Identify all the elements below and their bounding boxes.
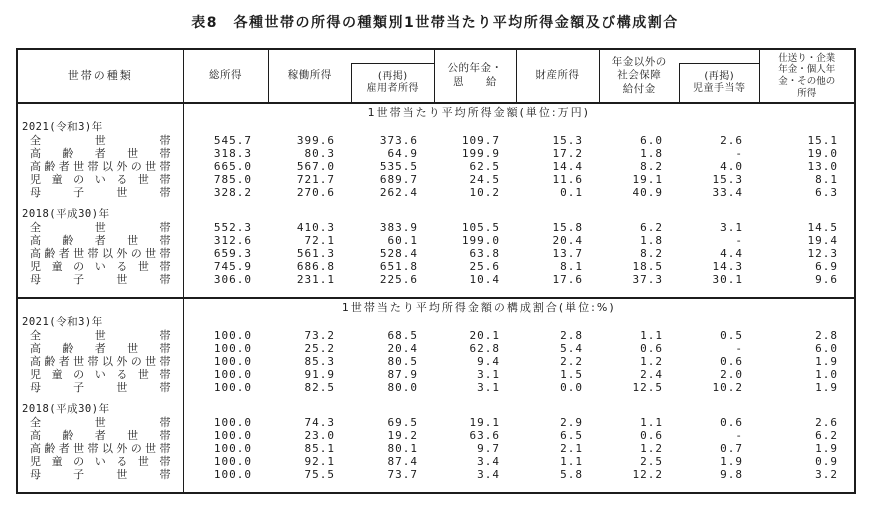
- cell-value: 9.6: [815, 273, 838, 286]
- table-row: [17, 429, 855, 442]
- col-header-work-income-group: [268, 49, 434, 103]
- cell-value: 721.7: [296, 173, 335, 186]
- income-table: [16, 48, 856, 494]
- cell-value: 19.1: [469, 416, 500, 429]
- cell-value: 15.3: [552, 134, 583, 147]
- year-row-filler: [183, 402, 855, 416]
- cell-value: 8.2: [640, 247, 663, 260]
- cell-value: 686.8: [296, 260, 335, 273]
- spacer-row: [17, 199, 855, 207]
- cell-value: 1.1: [640, 329, 663, 342]
- table-row: [17, 468, 855, 481]
- table-row: [17, 442, 855, 455]
- cell-value: 91.9: [304, 368, 335, 381]
- col-header-household-type: 世帯の種類: [17, 49, 183, 103]
- cell-value: 383.9: [379, 221, 418, 234]
- table-row: [17, 234, 855, 247]
- cell-value: 1.2: [640, 442, 663, 455]
- cell-value: 9.7: [477, 442, 500, 455]
- cell-value: 1.1: [560, 455, 583, 468]
- cell-value: 87.4: [387, 455, 418, 468]
- cell-value: 528.4: [379, 247, 418, 260]
- cell-value: 75.5: [304, 468, 335, 481]
- cell-value: 1.8: [640, 147, 663, 160]
- cell-value: 20.1: [469, 329, 500, 342]
- cell-value: 9.4: [477, 355, 500, 368]
- cell-value: 1.2: [640, 355, 663, 368]
- cell-value: 20.4: [387, 342, 418, 355]
- cell-value: 100.0: [213, 329, 252, 342]
- cell-value: 19.1: [632, 173, 663, 186]
- year-label: 2021(令和3)年: [17, 120, 183, 134]
- cell-value: 6.2: [640, 221, 663, 234]
- cell-value: 552.3: [213, 221, 252, 234]
- spacer-cell: [183, 481, 855, 493]
- table-row: [17, 381, 855, 394]
- cell-value: 0.6: [720, 355, 743, 368]
- table-header: [17, 49, 855, 103]
- row-label: 高齢者世帯以外の世帯: [17, 355, 183, 368]
- cell-value: 12.5: [632, 381, 663, 394]
- cell-value: 62.5: [469, 160, 500, 173]
- cell-value: 0.7: [720, 442, 743, 455]
- cell-value: 13.7: [552, 247, 583, 260]
- spacer-cell: [17, 286, 183, 298]
- row-label: 高齢者世帯以外の世帯: [17, 160, 183, 173]
- cell-value: 262.4: [379, 186, 418, 199]
- cell-value: 14.4: [552, 160, 583, 173]
- table-row: [17, 147, 855, 160]
- cell-value: 13.0: [807, 160, 838, 173]
- cell-value: 17.2: [552, 147, 583, 160]
- cell-value: 8.2: [640, 160, 663, 173]
- col-header-other-income: [759, 49, 855, 103]
- cell-value: 3.1: [720, 221, 743, 234]
- row-label: 全世帯: [17, 221, 183, 234]
- cell-value: 312.6: [213, 234, 252, 247]
- table-row: [17, 329, 855, 342]
- cell-value: 10.4: [469, 273, 500, 286]
- cell-value: 15.3: [712, 173, 743, 186]
- table-row: [17, 342, 855, 355]
- cell-value: 6.0: [640, 134, 663, 147]
- cell-value: 689.7: [379, 173, 418, 186]
- cell-value: 19.4: [807, 234, 838, 247]
- other-income-line2: 年金・個人年: [778, 64, 836, 76]
- cell-value: 100.0: [213, 429, 252, 442]
- cell-value: 4.0: [720, 160, 743, 173]
- cell-value: 100.0: [213, 416, 252, 429]
- cell-value: 3.4: [477, 468, 500, 481]
- spacer-cell: [17, 394, 183, 402]
- col-header-total-income: 総所得: [183, 49, 268, 103]
- employee-income-line1: (再掲): [377, 70, 408, 82]
- social-security-line1: 年金以外の: [611, 55, 667, 68]
- cell-value: 2.6: [815, 416, 838, 429]
- cell-value: 74.3: [304, 416, 335, 429]
- cell-value: -: [735, 234, 743, 247]
- cell-value: 105.5: [461, 221, 500, 234]
- cell-value: 20.4: [552, 234, 583, 247]
- cell-value: 87.9: [387, 368, 418, 381]
- cell-value: 1.9: [815, 355, 838, 368]
- cell-value: 0.1: [560, 186, 583, 199]
- cell-value: 100.0: [213, 355, 252, 368]
- col-header-child-allowance: [679, 63, 759, 102]
- cell-value: 399.6: [296, 134, 335, 147]
- spacer-cell: [183, 394, 855, 402]
- child-allowance-line2: 児童手当等: [693, 83, 746, 94]
- row-label: 母子世帯: [17, 186, 183, 199]
- spacer-row: [17, 286, 855, 298]
- public-pension-line1: 公的年金・: [447, 62, 503, 75]
- cell-value: 231.1: [296, 273, 335, 286]
- cell-value: 561.3: [296, 247, 335, 260]
- cell-value: 745.9: [213, 260, 252, 273]
- cell-value: 73.2: [304, 329, 335, 342]
- table-row: [17, 455, 855, 468]
- cell-value: 10.2: [712, 381, 743, 394]
- cell-value: 1.9: [720, 455, 743, 468]
- cell-value: 2.4: [640, 368, 663, 381]
- spacer-row: [17, 394, 855, 402]
- child-allowance-line1: (再掲): [704, 70, 735, 82]
- cell-value: 85.3: [304, 355, 335, 368]
- col-header-public-pension: [434, 49, 516, 103]
- cell-value: 199.0: [461, 234, 500, 247]
- cell-value: 3.1: [477, 368, 500, 381]
- cell-value: 6.0: [815, 342, 838, 355]
- section-band-row: [17, 298, 855, 315]
- cell-value: 8.1: [815, 173, 838, 186]
- cell-value: 410.3: [296, 221, 335, 234]
- cell-value: 19.2: [387, 429, 418, 442]
- year-row: [17, 402, 855, 416]
- col-header-social-security-group: [599, 49, 759, 103]
- table-row: [17, 247, 855, 260]
- cell-value: 80.1: [387, 442, 418, 455]
- table-row: [17, 221, 855, 234]
- cell-value: 9.8: [720, 468, 743, 481]
- row-label: 全世帯: [17, 416, 183, 429]
- cell-value: 10.2: [469, 186, 500, 199]
- cell-value: 14.3: [712, 260, 743, 273]
- cell-value: 72.1: [304, 234, 335, 247]
- cell-value: 2.0: [720, 368, 743, 381]
- cell-value: 5.4: [560, 342, 583, 355]
- cell-value: 63.8: [469, 247, 500, 260]
- cell-value: 567.0: [296, 160, 335, 173]
- cell-value: 4.4: [720, 247, 743, 260]
- cell-value: 40.9: [632, 186, 663, 199]
- cell-value: 0.6: [640, 342, 663, 355]
- other-income-line3: 金・その他の: [778, 76, 836, 87]
- cell-value: 318.3: [213, 147, 252, 160]
- row-label: 高齢者世帯: [17, 147, 183, 160]
- cell-value: 30.1: [712, 273, 743, 286]
- cell-value: 73.7: [387, 468, 418, 481]
- spacer-cell: [183, 286, 855, 298]
- band-left-cell: [17, 103, 183, 120]
- cell-value: 659.3: [213, 247, 252, 260]
- row-label: 全世帯: [17, 329, 183, 342]
- cell-value: 6.9: [815, 260, 838, 273]
- row-label: 全世帯: [17, 134, 183, 147]
- cell-value: 2.5: [640, 455, 663, 468]
- cell-value: 2.8: [560, 329, 583, 342]
- cell-value: 328.2: [213, 186, 252, 199]
- table-body: [17, 103, 855, 493]
- cell-value: 80.5: [387, 355, 418, 368]
- cell-value: 23.0: [304, 429, 335, 442]
- cell-value: 199.9: [461, 147, 500, 160]
- spacer-cell: [17, 481, 183, 493]
- cell-value: 1.8: [640, 234, 663, 247]
- cell-value: 0.6: [720, 416, 743, 429]
- table-row: [17, 160, 855, 173]
- table-row: [17, 273, 855, 286]
- cell-value: 6.5: [560, 429, 583, 442]
- year-row-filler: [183, 207, 855, 221]
- cell-value: 25.2: [304, 342, 335, 355]
- cell-value: 306.0: [213, 273, 252, 286]
- year-label: 2018(平成30)年: [17, 207, 183, 221]
- row-label: 母子世帯: [17, 381, 183, 394]
- row-label: 母子世帯: [17, 273, 183, 286]
- row-label: 高齢者世帯: [17, 234, 183, 247]
- year-label: 2018(平成30)年: [17, 402, 183, 416]
- cell-value: 8.1: [560, 260, 583, 273]
- cell-value: 100.0: [213, 342, 252, 355]
- row-label: 高齢者世帯: [17, 342, 183, 355]
- cell-value: 1.0: [815, 368, 838, 381]
- table-row: [17, 260, 855, 273]
- col-header-property-income: 財産所得: [516, 49, 599, 103]
- header-row: [17, 49, 855, 103]
- cell-value: 24.5: [469, 173, 500, 186]
- row-label: 児童のいる世帯: [17, 173, 183, 186]
- col-header-social-security: [600, 50, 680, 102]
- other-income-line1: 仕送り・企業: [778, 52, 836, 64]
- cell-value: 535.5: [379, 160, 418, 173]
- row-label: 高齢者世帯以外の世帯: [17, 247, 183, 260]
- cell-value: 100.0: [213, 455, 252, 468]
- cell-value: 2.6: [720, 134, 743, 147]
- cell-value: -: [735, 342, 743, 355]
- cell-value: 6.3: [815, 186, 838, 199]
- year-row: [17, 207, 855, 221]
- cell-value: -: [735, 429, 743, 442]
- table-row: [17, 134, 855, 147]
- table-row: [17, 416, 855, 429]
- social-security-split: [600, 50, 759, 102]
- cell-value: 785.0: [213, 173, 252, 186]
- section-band-row: [17, 103, 855, 120]
- year-label: 2021(令和3)年: [17, 315, 183, 329]
- cell-value: 12.3: [807, 247, 838, 260]
- year-row-filler: [183, 120, 855, 134]
- cell-value: 33.4: [712, 186, 743, 199]
- cell-value: 64.9: [387, 147, 418, 160]
- year-row-filler: [183, 315, 855, 329]
- cell-value: 1.9: [815, 442, 838, 455]
- public-pension-line2: 恩 給: [453, 76, 497, 88]
- cell-value: 1.1: [640, 416, 663, 429]
- cell-value: 2.8: [815, 329, 838, 342]
- row-label: 児童のいる世帯: [17, 455, 183, 468]
- cell-value: 18.5: [632, 260, 663, 273]
- cell-value: 0.0: [560, 381, 583, 394]
- cell-value: 85.1: [304, 442, 335, 455]
- year-row: [17, 315, 855, 329]
- cell-value: 1.9: [815, 381, 838, 394]
- table-row: [17, 355, 855, 368]
- cell-value: 5.8: [560, 468, 583, 481]
- cell-value: 100.0: [213, 381, 252, 394]
- cell-value: 100.0: [213, 368, 252, 381]
- other-income-line4: 所得: [797, 87, 817, 99]
- year-row: [17, 120, 855, 134]
- cell-value: 225.6: [379, 273, 418, 286]
- cell-value: 80.3: [304, 147, 335, 160]
- cell-value: 373.6: [379, 134, 418, 147]
- cell-value: 37.3: [632, 273, 663, 286]
- social-security-line3: 給付金: [622, 82, 656, 95]
- cell-value: 63.6: [469, 429, 500, 442]
- cell-value: 80.0: [387, 381, 418, 394]
- cell-value: 109.7: [461, 134, 500, 147]
- cell-value: 545.7: [213, 134, 252, 147]
- section-band-title: 1世帯当たり平均所得金額(単位:万円): [367, 105, 590, 119]
- cell-value: 2.9: [560, 416, 583, 429]
- cell-value: 92.1: [304, 455, 335, 468]
- row-label: 児童のいる世帯: [17, 368, 183, 381]
- col-header-work-income: 稼働所得: [287, 69, 332, 82]
- cell-value: 69.5: [387, 416, 418, 429]
- cell-value: 100.0: [213, 468, 252, 481]
- spacer-cell: [17, 199, 183, 207]
- cell-value: 14.5: [807, 221, 838, 234]
- cell-value: 68.5: [387, 329, 418, 342]
- cell-value: 0.6: [640, 429, 663, 442]
- row-label: 母子世帯: [17, 468, 183, 481]
- cell-value: -: [735, 147, 743, 160]
- cell-value: 19.0: [807, 147, 838, 160]
- cell-value: 62.8: [469, 342, 500, 355]
- social-security-line2: 社会保障: [617, 69, 662, 82]
- cell-value: 60.1: [387, 234, 418, 247]
- cell-value: 651.8: [379, 260, 418, 273]
- cell-value: 11.6: [552, 173, 583, 186]
- row-label: 児童のいる世帯: [17, 260, 183, 273]
- cell-value: 3.2: [815, 468, 838, 481]
- cell-value: 2.1: [560, 442, 583, 455]
- table-row: [17, 368, 855, 381]
- employee-income-line2: 雇用者所得: [366, 83, 419, 94]
- cell-value: 3.4: [477, 455, 500, 468]
- row-label: 高齢者世帯以外の世帯: [17, 442, 183, 455]
- cell-value: 12.2: [632, 468, 663, 481]
- cell-value: 6.2: [815, 429, 838, 442]
- cell-value: 3.1: [477, 381, 500, 394]
- cell-value: 100.0: [213, 442, 252, 455]
- table-title: 表8 各種世帯の所得の種類別1世帯当たり平均所得金額及び構成割合: [191, 15, 679, 31]
- cell-value: 15.1: [807, 134, 838, 147]
- cell-value: 0.5: [720, 329, 743, 342]
- row-label: 高齢者世帯: [17, 429, 183, 442]
- table-row: [17, 173, 855, 186]
- cell-value: 82.5: [304, 381, 335, 394]
- cell-value: 17.6: [552, 273, 583, 286]
- band-left-cell: [17, 298, 183, 315]
- spacer-row: [17, 481, 855, 493]
- cell-value: 665.0: [213, 160, 252, 173]
- cell-value: 2.2: [560, 355, 583, 368]
- work-income-split: [269, 50, 434, 102]
- cell-value: 25.6: [469, 260, 500, 273]
- cell-value: 15.8: [552, 221, 583, 234]
- section-band-title: 1世帯当たり平均所得金額の構成割合(単位:%): [183, 298, 855, 315]
- col-header-employee-income: [351, 63, 434, 102]
- spacer-cell: [183, 199, 855, 207]
- table-row: [17, 186, 855, 199]
- cell-value: 0.9: [815, 455, 838, 468]
- cell-value: 1.5: [560, 368, 583, 381]
- cell-value: 270.6: [296, 186, 335, 199]
